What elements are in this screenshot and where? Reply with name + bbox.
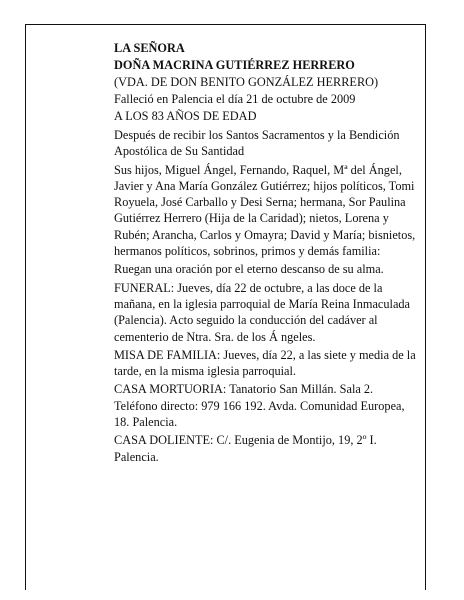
- family-list: Sus hijos, Miguel Ángel, Fernando, Raquel, Mª del Ángel, Javier y Ana María González Gutiérrez; hijos políticos, Tomi Royuela, José Carballo y Desi Serna; hermana, Sor Paulina Gutiérrez Herrero (Hija de la Caridad); nietos, Lorena y Rubén; Arancha, Carlos y Omayra; David y María; bisnietos, hermanos políticos, sobrinos, primos y demás familia:: [114, 162, 416, 259]
- widow-of: (VDA. DE DON BENITO GONZÁLEZ HERRERO): [114, 75, 379, 89]
- family-mass-info: MISA DE FAMILIA: Jueves, día 22, a las siete y media de la tarde, en la misma iglesia parroquial.: [114, 347, 416, 379]
- funeral-info: FUNERAL: Jueves, día 22 de octubre, a las doce de la mañana, en la iglesia parroquial de María Reina Inmaculada (Palencia). Acto seguido la conducción del cadáver al cementerio de Ntra. Sra. de los Á ngeles.: [114, 280, 411, 344]
- notice-title: LA SEÑORA: [114, 41, 185, 55]
- death-date: Falleció en Palencia el día 21 de octubre de 2009: [114, 92, 356, 106]
- age-at-death: A LOS 83 AÑOS DE EDAD: [114, 109, 257, 123]
- mourning-house-info: CASA DOLIENTE: C/. Eugenia de Montijo, 19, 2º I. Palencia.: [114, 433, 377, 464]
- prayer-request: Ruegan una oración por el eterno descanso de su alma.: [114, 262, 384, 277]
- obituary-notice: [114, 40, 419, 465]
- sacraments-text: Después de recibir los Santos Sacramentos y la Bendición Apostólica de Su Santidad: [114, 128, 400, 159]
- mortuary-info: CASA MORTUORIA: Tanatorio San Millán. Sala 2. Teléfono directo: 979 166 192. Avda. Comunidad Europea, 18. Palencia.: [114, 382, 405, 430]
- deceased-name: DOÑA MACRINA GUTIÉRREZ HERRERO: [114, 58, 355, 72]
